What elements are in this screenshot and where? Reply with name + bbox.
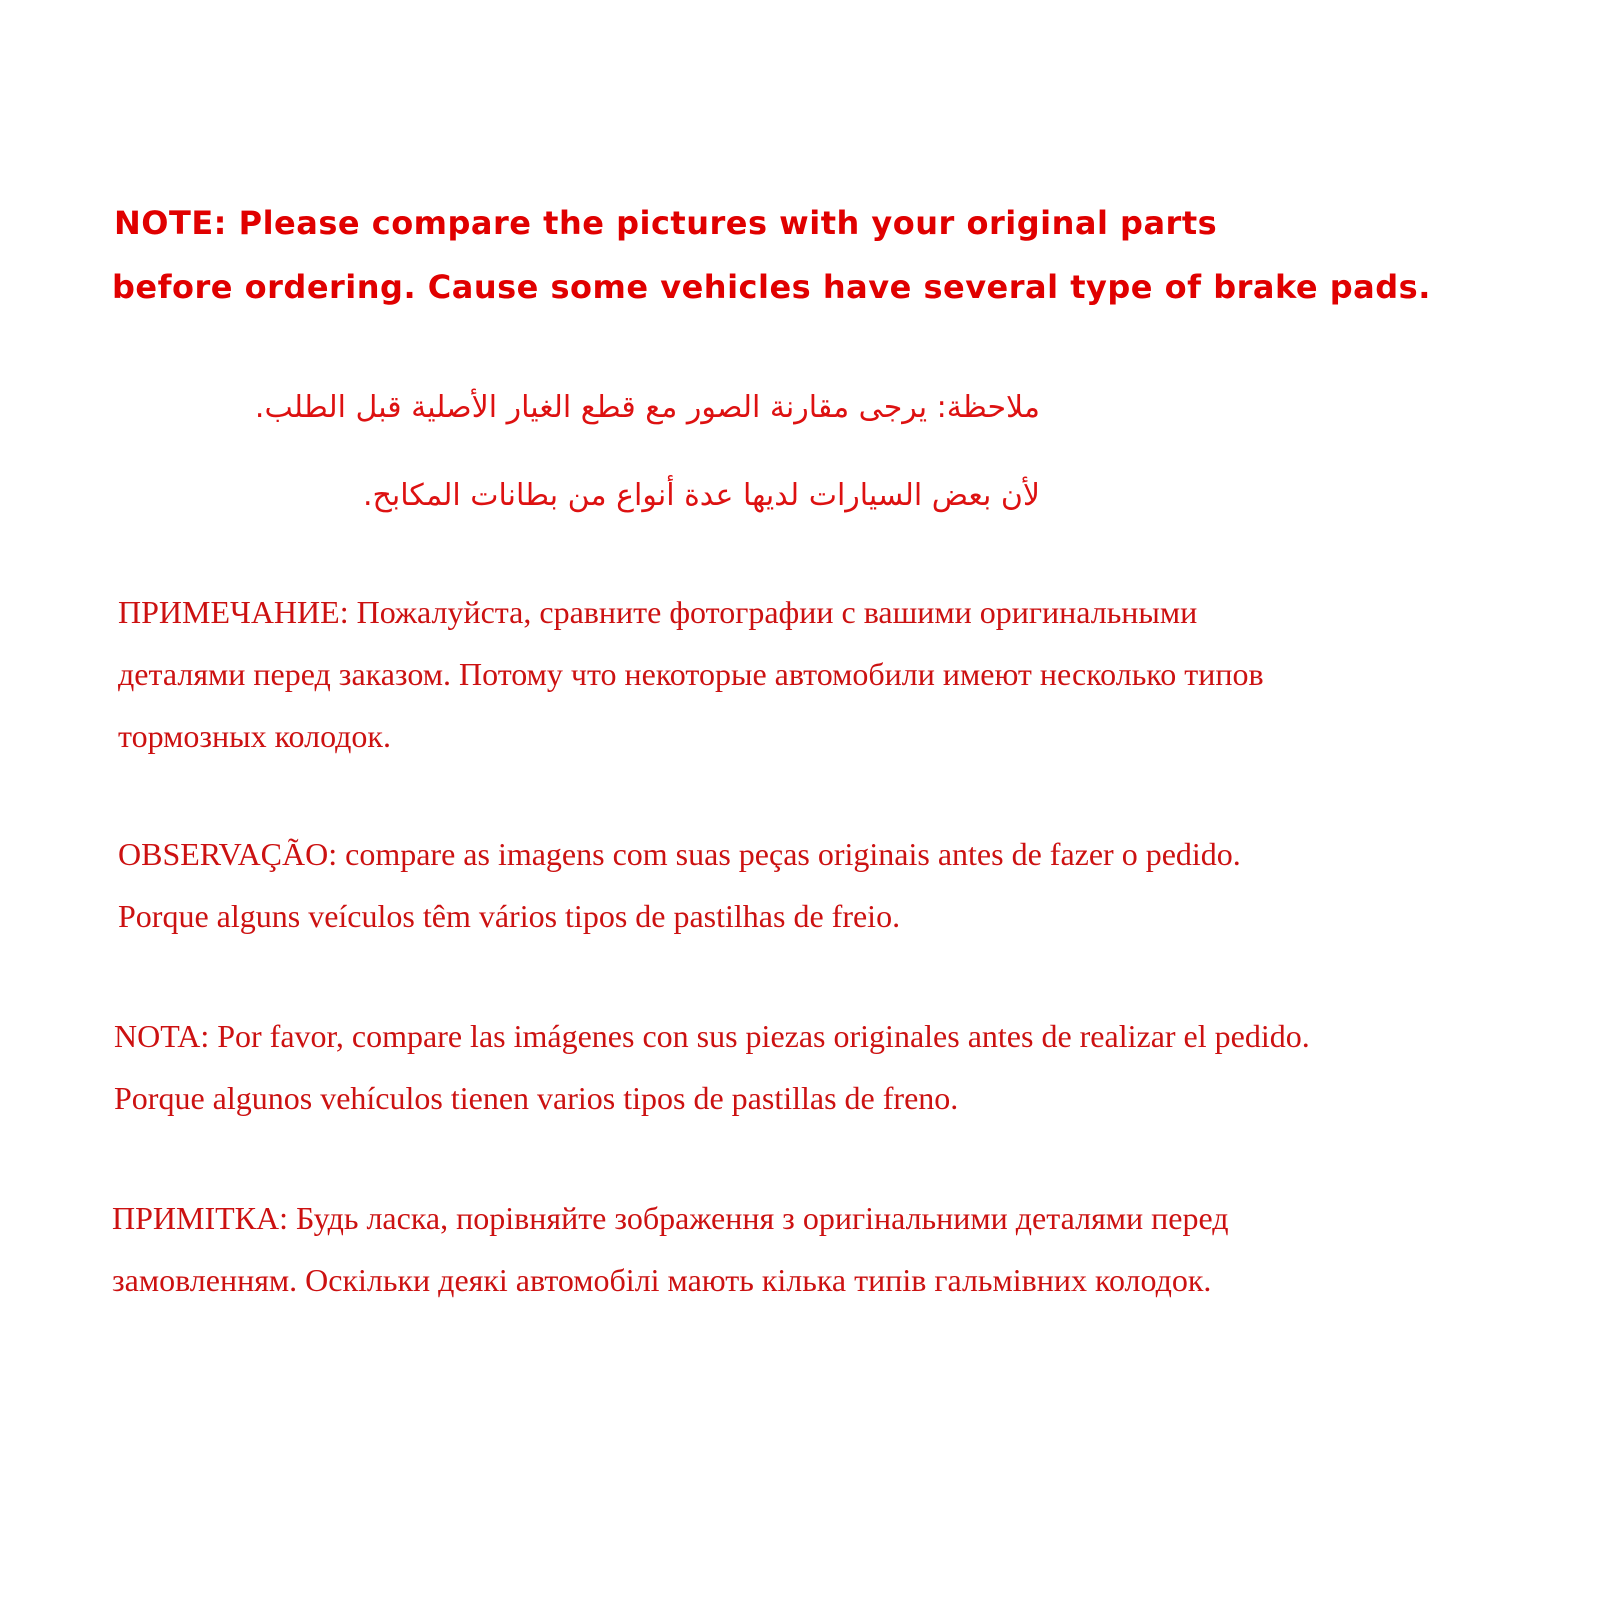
- note-portuguese-line-2: Porque alguns veículos têm vários tipos de pastilhas de freio.: [118, 898, 901, 934]
- note-ukrainian-line-2: замовленням. Оскільки деякі автомобілі мають кілька типів гальмівних колодок.: [112, 1262, 1212, 1298]
- note-portuguese-line-1: OBSERVAÇÃO: compare as imagens com suas peças originais antes de fazer o pedido.: [118, 836, 1241, 872]
- note-spanish-line-2: Porque algunos vehículos tienen varios tipos de pastillas de freno.: [114, 1080, 959, 1116]
- note-ukrainian-line-1: ПРИМІТКА: Будь ласка, порівняйте зображення з оригінальними деталями перед: [112, 1200, 1229, 1236]
- note-arabic-line-1: ملاحظة: يرجى مقارنة الصور مع قطع الغيار الأصلية قبل الطلب.: [254, 390, 1040, 425]
- note-english-line-1: NOTE: Please compare the pictures with your original parts: [114, 204, 1218, 242]
- note-russian-line-1: ПРИМЕЧАНИЕ: Пожалуйста, сравните фотографии с вашими оригинальными: [118, 594, 1198, 630]
- note-english-line-2: before ordering. Cause some vehicles have several type of brake pads.: [112, 268, 1431, 306]
- note-arabic-line-2: لأن بعض السيارات لديها عدة أنواع من بطانات المكابح.: [362, 478, 1040, 513]
- note-russian-line-2: деталями перед заказом. Потому что некоторые автомобили имеют несколько типов: [118, 656, 1264, 692]
- note-spanish-line-1: NOTA: Por favor, compare las imágenes con sus piezas originales antes de realizar el pedido.: [114, 1018, 1310, 1054]
- note-russian-line-3: тормозных колодок.: [118, 718, 391, 754]
